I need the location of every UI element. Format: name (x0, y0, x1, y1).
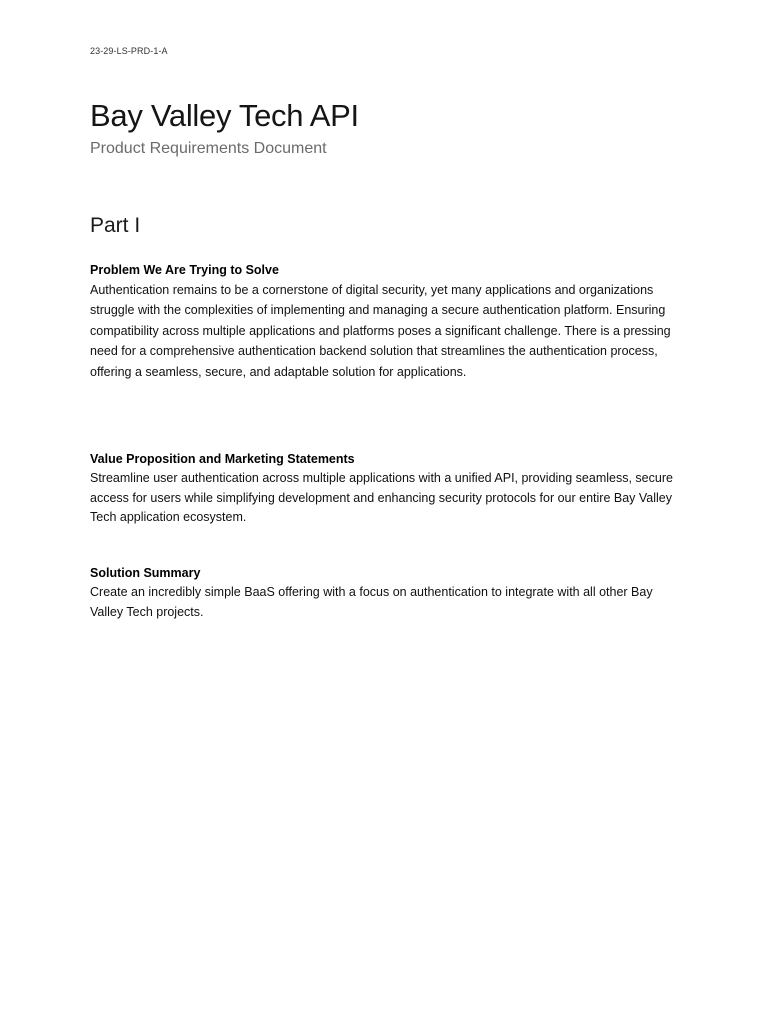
section-value-proposition (90, 450, 680, 528)
document-id: 23-29-LS-PRD-1-A (90, 46, 168, 56)
section-body: Authentication remains to be a cornerstone of digital security, yet many applications and organizations struggle with the complexities of implementing and managing a secure authentication platform. Ensuring compatibility across multiple applications and platforms poses a significant challenge. There is a pressing need for a comprehensive authentication backend solution that streamlines the authentication process, offering a seamless, secure, and adaptable solution for applications. (90, 283, 671, 379)
section-problem (90, 261, 680, 382)
section-body: Create an incredibly simple BaaS offering with a focus on authentication to integrate with all other Bay Valley Tech projects. (90, 585, 653, 619)
section-heading: Solution Summary (90, 566, 201, 580)
section-solution-summary (90, 564, 680, 622)
section-heading: Value Proposition and Marketing Statements (90, 452, 355, 466)
section-heading: Problem We Are Trying to Solve (90, 263, 279, 277)
document-title: Bay Valley Tech API (90, 98, 359, 133)
part-heading: Part I (90, 214, 141, 237)
section-body: Streamline user authentication across multiple applications with a unified API, providing seamless, secure access for users while simplifying development and enhancing security protocols for our entire Bay Valley Tech application ecosystem. (90, 471, 673, 524)
document-subtitle: Product Requirements Document (90, 140, 327, 157)
